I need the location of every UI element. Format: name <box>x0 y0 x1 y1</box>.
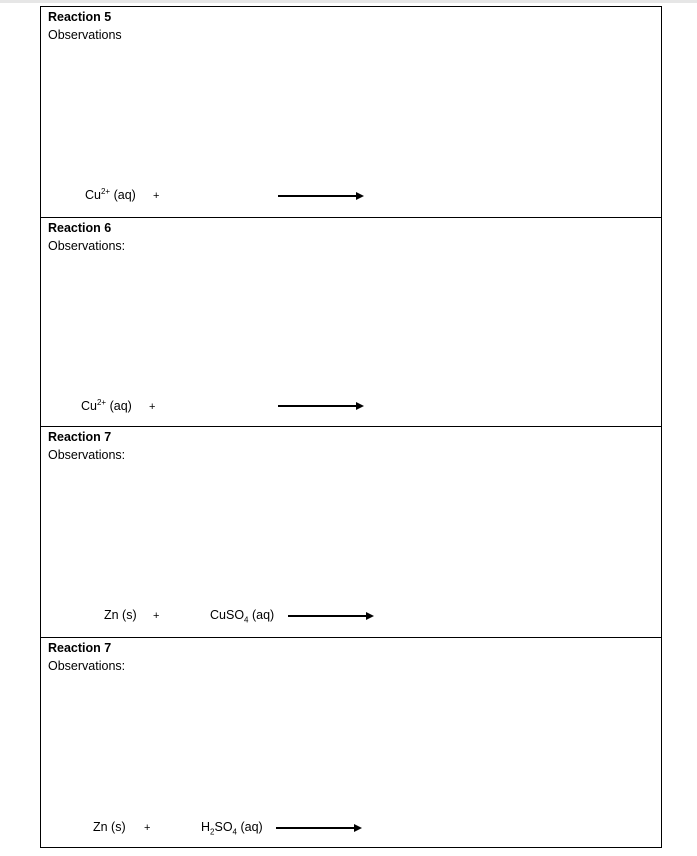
reaction-arrow-icon <box>278 191 364 201</box>
reaction-title: Reaction 7 <box>48 641 112 655</box>
reactant-2: CuSO$_4$ (aq) <box>210 608 275 625</box>
page-top-edge <box>0 0 697 3</box>
plus-sign: + <box>144 822 151 834</box>
reaction-cell-3 <box>41 426 661 637</box>
reaction-arrow-icon <box>278 401 364 411</box>
plus-sign: + <box>149 401 156 413</box>
observations-label: Observations: <box>48 239 126 253</box>
reaction-arrow-icon <box>288 611 374 621</box>
reaction-title: Reaction 6 <box>48 221 112 235</box>
observations-label: Observations: <box>48 448 126 462</box>
reaction-arrow-icon <box>276 823 362 833</box>
observations-label: Observations <box>48 28 122 42</box>
reactions-table <box>40 6 662 848</box>
reaction-cell-1 <box>41 7 661 217</box>
reactant-2: $H_2SO_4$ (aq) <box>201 820 263 837</box>
reaction-cell-4 <box>41 637 661 847</box>
plus-sign: + <box>153 610 160 622</box>
reaction-cell-2 <box>41 217 661 426</box>
reaction-title: Reaction 7 <box>48 430 112 444</box>
reactant-1: $Cu^{2+}$ (aq) <box>85 186 136 202</box>
reaction-title: Reaction 5 <box>48 10 112 24</box>
reactant-1: Zn (s) <box>104 608 137 622</box>
reactant-1: Zn (s) <box>93 820 126 834</box>
reactant-1: $Cu^{2+}$ (aq) <box>81 397 132 413</box>
plus-sign: + <box>153 190 160 202</box>
observations-label: Observations: <box>48 659 126 673</box>
